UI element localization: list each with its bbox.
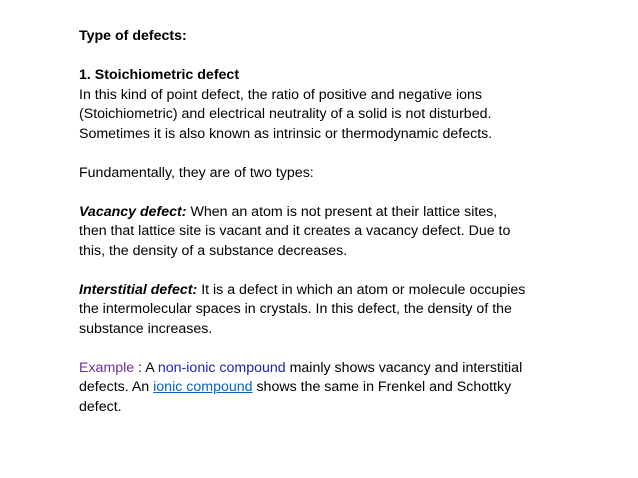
example-label: Example [79, 359, 135, 376]
example-line [79, 359, 624, 379]
example-text: shows the same in Frenkel and Schottky [252, 379, 512, 395]
paragraph-line: (Stoichiometric) and electrical neutrality of a solid is not disturbed. [79, 106, 492, 122]
example-line-2 [79, 378, 624, 398]
paragraph-line: substance increases. [79, 320, 213, 337]
spacer [79, 47, 624, 67]
slide-content [79, 27, 624, 417]
spacer [79, 339, 624, 359]
interstitial-defect-line [79, 281, 624, 301]
paragraph-line: this, the density of a substance decreases. [79, 242, 348, 259]
paragraph-line: In this kind of point defect, the ratio of positive and negative ions [79, 86, 483, 103]
spacer [79, 144, 624, 164]
section-title: 1. Stoichiometric defect [79, 67, 240, 83]
interstitial-term: Interstitial defect: [79, 281, 198, 298]
paragraph-line: then that lattice site is vacant and it creates a vacancy defect. Due to [79, 223, 511, 239]
paragraph-line: defect. [79, 398, 122, 415]
vacancy-text: When an atom is not present at their lattice sites, [186, 203, 498, 220]
nonionic-compound-text: non-ionic compound [157, 359, 286, 376]
vacancy-term: Vacancy defect: [79, 203, 187, 220]
example-text: defects. An [79, 379, 154, 395]
ionic-compound-link[interactable]: ionic compound [153, 379, 253, 395]
spacer [79, 261, 624, 281]
paragraph-line: the intermolecular spaces in crystals. In this defect, the density of the [79, 301, 512, 317]
example-sep: : A [134, 359, 158, 376]
page-title: Type of defects: [79, 28, 187, 44]
example-text: mainly shows vacancy and interstitial [285, 359, 523, 376]
vacancy-defect-line [79, 203, 624, 223]
spacer [79, 183, 624, 203]
types-intro: Fundamentally, they are of two types: [79, 164, 314, 181]
interstitial-text: It is a defect in which an atom or molecule occupies [197, 281, 526, 298]
paragraph-line: Sometimes it is also known as intrinsic or thermodynamic defects. [79, 125, 493, 142]
